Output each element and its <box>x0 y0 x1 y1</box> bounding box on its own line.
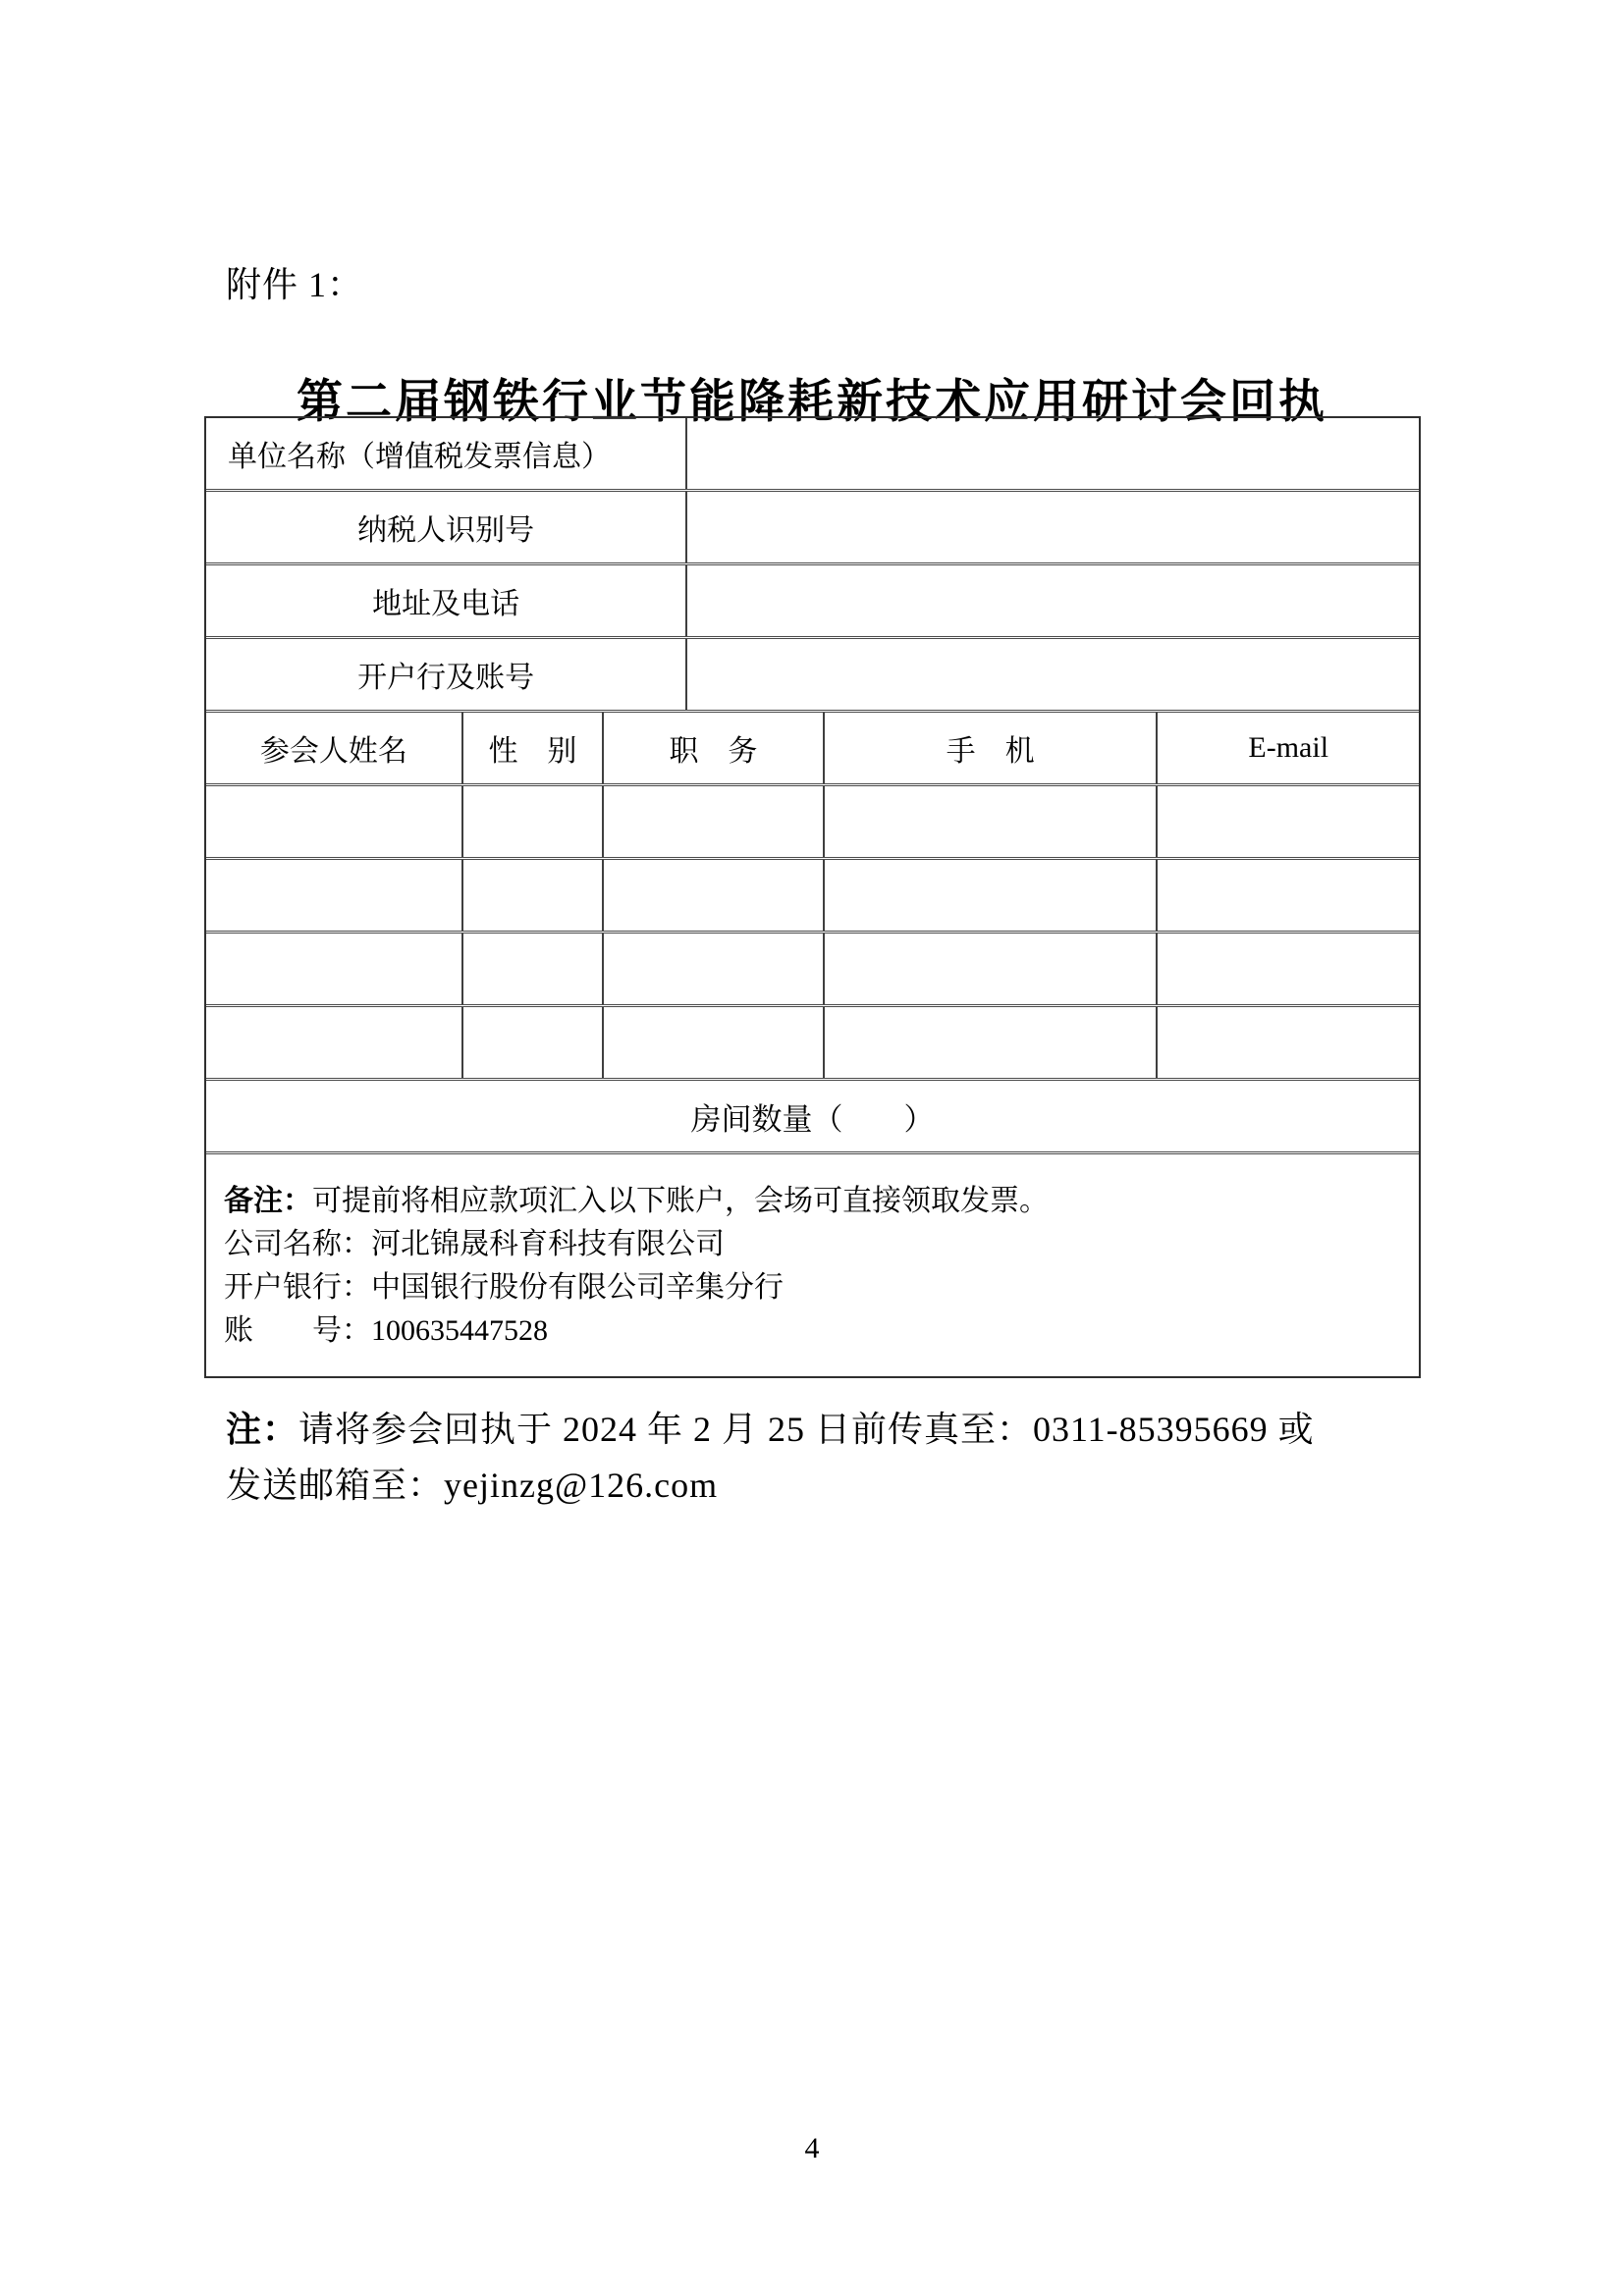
info-value-bank-account[interactable] <box>687 639 1419 710</box>
remark-text: 可提前将相应款项汇入以下账户，会场可直接领取发票。 <box>312 1185 1049 1217</box>
participant-gender-cell[interactable] <box>463 860 604 931</box>
participant-position-cell[interactable] <box>604 934 825 1004</box>
participant-mobile-cell[interactable] <box>825 786 1159 857</box>
header-mobile: 手 机 <box>825 713 1159 783</box>
participant-position-cell[interactable] <box>604 860 825 931</box>
remark-intro-line <box>224 1180 1399 1223</box>
room-quantity-row <box>206 1081 1419 1154</box>
header-email: E-mail <box>1248 731 1329 764</box>
remark-account-line: 账 号：100635447528 <box>224 1314 548 1347</box>
page-number: 4 <box>804 2132 820 2164</box>
participant-gender-cell[interactable] <box>463 786 604 857</box>
info-row-company-name <box>206 418 1419 492</box>
attachment-label: 附件 1： <box>226 265 364 304</box>
header-position: 职 务 <box>604 713 825 783</box>
participant-name-cell[interactable] <box>206 860 463 931</box>
participant-gender-cell[interactable] <box>463 1007 604 1078</box>
participant-mobile-cell[interactable] <box>825 1007 1159 1078</box>
header-participant-name: 参会人姓名 <box>206 713 463 783</box>
remark-company-line: 公司名称：河北锦晟科育科技有限公司 <box>224 1228 725 1260</box>
note-paragraph <box>226 1402 1420 1514</box>
participant-name-cell[interactable] <box>206 786 463 857</box>
header-gender: 性 别 <box>463 713 604 783</box>
remark-label: 备注： <box>224 1185 312 1217</box>
page-title: 第二届钢铁行业节能降耗新技术应用研讨会回执 <box>297 377 1327 428</box>
participant-email-cell[interactable] <box>1158 1007 1419 1078</box>
info-label-address-phone: 地址及电话 <box>206 565 687 636</box>
remark-cell <box>206 1154 1419 1376</box>
participant-name-cell[interactable] <box>206 1007 463 1078</box>
participant-email-cell[interactable] <box>1158 860 1419 931</box>
participant-row <box>206 934 1419 1007</box>
info-label-taxpayer-id: 纳税人识别号 <box>206 492 687 562</box>
info-row-address-phone <box>206 565 1419 639</box>
note-label: 注： <box>226 1410 299 1449</box>
note-line-1 <box>226 1402 1420 1458</box>
reply-form-table <box>204 416 1421 1378</box>
participant-position-cell[interactable] <box>604 1007 825 1078</box>
participant-mobile-cell[interactable] <box>825 860 1159 931</box>
info-value-company-name[interactable] <box>687 418 1419 489</box>
participant-name-cell[interactable] <box>206 934 463 1004</box>
info-value-address-phone[interactable] <box>687 565 1419 636</box>
info-label-bank-account: 开户行及账号 <box>206 639 687 710</box>
info-row-bank-account <box>206 639 1419 713</box>
participant-row <box>206 860 1419 934</box>
remark-bank-line: 开户银行：中国银行股份有限公司辛集分行 <box>224 1271 784 1304</box>
info-value-taxpayer-id[interactable] <box>687 492 1419 562</box>
participant-email-cell[interactable] <box>1158 786 1419 857</box>
note-line-2: 发送邮箱至：yejinzg@126.com <box>226 1466 719 1505</box>
participant-mobile-cell[interactable] <box>825 934 1159 1004</box>
room-quantity-label[interactable]: 房间数量（ ） <box>690 1101 935 1137</box>
participant-email-cell[interactable] <box>1158 934 1419 1004</box>
participant-header-row <box>206 713 1419 786</box>
participant-row <box>206 786 1419 860</box>
participant-gender-cell[interactable] <box>463 934 604 1004</box>
note-text: 请将参会回执于 2024 年 2 月 25 日前传真至：0311-85395669 或 <box>298 1410 1315 1449</box>
info-label-company-name: 单位名称（增值税发票信息） <box>206 418 687 489</box>
participant-row <box>206 1007 1419 1081</box>
remark-row <box>206 1154 1419 1376</box>
participant-position-cell[interactable] <box>604 786 825 857</box>
info-row-taxpayer-id <box>206 492 1419 565</box>
